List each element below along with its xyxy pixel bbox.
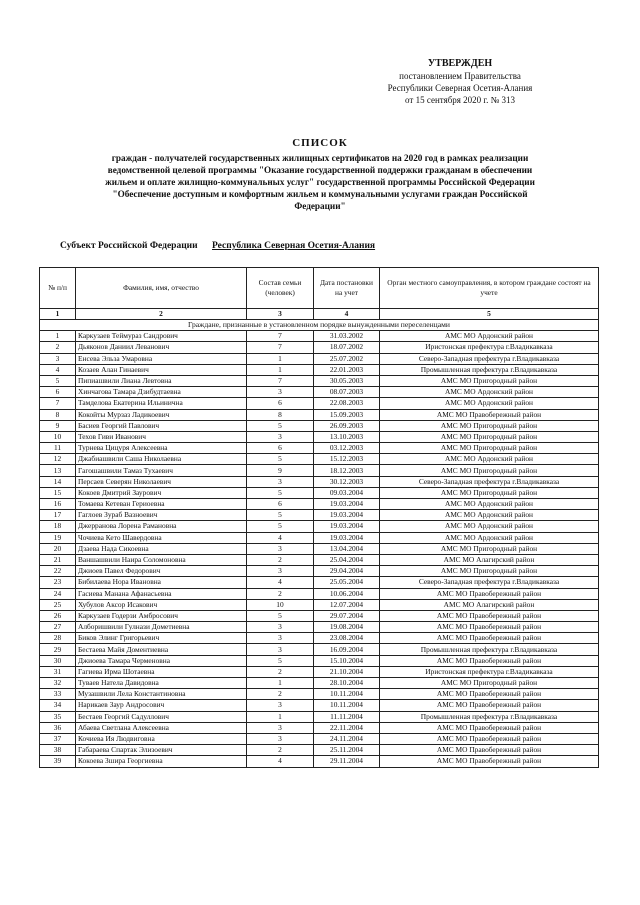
row-organization: АМС МО Алагирский район (380, 599, 599, 610)
table-row (40, 342, 599, 353)
row-family: 1 (247, 678, 314, 689)
subject-line (60, 241, 375, 251)
row-family: 7 (247, 375, 314, 386)
row-date: 19.03.2004 (314, 499, 380, 510)
row-number: 18 (40, 521, 76, 532)
row-date: 19.03.2004 (314, 532, 380, 543)
table-row (40, 622, 599, 633)
row-number: 13 (40, 465, 76, 476)
row-name: Гаглоев Зураб Вазноевич (76, 510, 247, 521)
approval-line-1: постановлением Правительства (399, 71, 521, 81)
row-family: 3 (247, 387, 314, 398)
table-row (40, 487, 599, 498)
row-number: 29 (40, 644, 76, 655)
row-date: 25.05.2004 (314, 577, 380, 588)
row-organization: Северо-Западная префектура г.Владикавказа (380, 577, 599, 588)
row-organization: АМС МО Пригородный район (380, 543, 599, 554)
row-family: 7 (247, 342, 314, 353)
row-date: 21.10.2004 (314, 666, 380, 677)
table-header-row (40, 268, 599, 309)
row-name: Музашвили Лела Константиновна (76, 689, 247, 700)
row-number: 24 (40, 588, 76, 599)
row-family: 2 (247, 666, 314, 677)
row-organization: АМС МО Правобережный район (380, 756, 599, 767)
row-family: 3 (247, 644, 314, 655)
row-number: 17 (40, 510, 76, 521)
table-row (40, 599, 599, 610)
row-organization: Промышленная префектура г.Владикавказа (380, 711, 599, 722)
table-row (40, 420, 599, 431)
row-family: 5 (247, 510, 314, 521)
table-row (40, 375, 599, 386)
row-date: 22.01.2003 (314, 364, 380, 375)
row-number: 7 (40, 398, 76, 409)
row-organization: АМС МО Ардонский район (380, 331, 599, 342)
row-number: 33 (40, 689, 76, 700)
row-family: 8 (247, 409, 314, 420)
row-family: 9 (247, 465, 314, 476)
header-family: Состав семьи (человек) (247, 268, 314, 309)
row-family: 5 (247, 610, 314, 621)
row-number: 35 (40, 711, 76, 722)
row-name: Чочиева Кето Шавердовна (76, 532, 247, 543)
row-family: 3 (247, 431, 314, 442)
row-number: 1 (40, 331, 76, 342)
row-family: 3 (247, 733, 314, 744)
table-row (40, 499, 599, 510)
row-name: Алборишвили Гулнази Дометиевна (76, 622, 247, 633)
table-row (40, 644, 599, 655)
row-name: Джиоева Тамара Черменовна (76, 655, 247, 666)
header-number: № п/п (40, 268, 76, 309)
row-date: 30.12.2003 (314, 476, 380, 487)
row-date: 15.10.2004 (314, 655, 380, 666)
row-name: Туваев Натела Давидовна (76, 678, 247, 689)
row-date: 13.04.2004 (314, 543, 380, 554)
approval-line-2: Республики Северная Осетия-Алания (387, 83, 533, 93)
row-name: Джиоев Павел Федорович (76, 566, 247, 577)
row-family: 5 (247, 454, 314, 465)
table-row (40, 745, 599, 756)
table-row (40, 689, 599, 700)
row-organization: АМС МО Правобережный район (380, 610, 599, 621)
row-name: Джабиашвили Саша Николаевна (76, 454, 247, 465)
row-name: Бестаев Георгий Садуллович (76, 711, 247, 722)
row-organization: АМС МО Ардонский район (380, 510, 599, 521)
row-name: Техов Гиви Иванович (76, 431, 247, 442)
row-name: Абаева Светлана Алексеевна (76, 722, 247, 733)
row-family: 2 (247, 554, 314, 565)
table-row (40, 454, 599, 465)
document-title: СПИСОК (292, 137, 348, 149)
row-number: 16 (40, 499, 76, 510)
row-number: 28 (40, 633, 76, 644)
row-number: 27 (40, 622, 76, 633)
row-name: Хубулов Аксор Исакович (76, 599, 247, 610)
row-organization: Северо-Западная префектура г.Владикавказа (380, 353, 599, 364)
recipients-table-body (40, 268, 599, 768)
row-date: 25.11.2004 (314, 745, 380, 756)
row-number: 15 (40, 487, 76, 498)
table-row (40, 711, 599, 722)
document-heading (40, 137, 600, 212)
row-organization: АМС МО Правобережный район (380, 622, 599, 633)
table-row (40, 521, 599, 532)
row-organization: АМС МО Правобережный район (380, 689, 599, 700)
row-date: 26.09.2003 (314, 420, 380, 431)
row-family: 3 (247, 633, 314, 644)
col-number-4: 4 (314, 309, 380, 320)
row-family: 3 (247, 622, 314, 633)
table-row (40, 554, 599, 565)
row-organization: АМС МО Алагирский район (380, 554, 599, 565)
header-name: Фамилия, имя, отчество (76, 268, 247, 309)
row-date: 15.12.2003 (314, 454, 380, 465)
row-date: 11.11.2004 (314, 711, 380, 722)
row-organization: АМС МО Пригородный район (380, 431, 599, 442)
row-date: 24.11.2004 (314, 733, 380, 744)
row-name: Дзаева Нада Сикоевна (76, 543, 247, 554)
row-date: 22.11.2004 (314, 722, 380, 733)
row-name: Персаев Северян Николаевич (76, 476, 247, 487)
row-number: 25 (40, 599, 76, 610)
row-family: 3 (247, 543, 314, 554)
section-row (40, 320, 599, 331)
row-number: 36 (40, 722, 76, 733)
row-family: 4 (247, 756, 314, 767)
row-number: 5 (40, 375, 76, 386)
row-date: 29.04.2004 (314, 566, 380, 577)
table-row (40, 431, 599, 442)
row-name: Гасиева Манана Афанасьевна (76, 588, 247, 599)
row-date: 13.10.2003 (314, 431, 380, 442)
heading-line-1: граждан - получателей государственных жилищных сертификатов на 2020 год в рамках реализации (111, 153, 529, 163)
row-organization: Северо-Западная префектура г.Владикавказа (380, 476, 599, 487)
col-number-1: 1 (40, 309, 76, 320)
row-number: 37 (40, 733, 76, 744)
row-number: 14 (40, 476, 76, 487)
row-number: 39 (40, 756, 76, 767)
table-row (40, 532, 599, 543)
column-number-row (40, 309, 599, 320)
row-name: Пипиашвили Лиана Левтовна (76, 375, 247, 386)
row-organization: Промышленная префектура г.Владикавказа (380, 644, 599, 655)
row-family: 6 (247, 499, 314, 510)
table-row (40, 666, 599, 677)
row-date: 25.07.2002 (314, 353, 380, 364)
row-date: 19.03.2004 (314, 510, 380, 521)
row-name: Гагиева Ирма Шотаевна (76, 666, 247, 677)
row-date: 10.11.2004 (314, 700, 380, 711)
row-organization: АМС МО Правобережный район (380, 588, 599, 599)
table-row (40, 331, 599, 342)
row-name: Турнева Цицуря Алексеевна (76, 443, 247, 454)
row-family: 5 (247, 487, 314, 498)
table-row (40, 722, 599, 733)
table-row (40, 678, 599, 689)
row-number: 30 (40, 655, 76, 666)
row-date: 28.10.2004 (314, 678, 380, 689)
table-row (40, 353, 599, 364)
row-organization: АМС МО Ардонский район (380, 499, 599, 510)
row-family: 7 (247, 331, 314, 342)
row-organization: АМС МО Правобережный район (380, 700, 599, 711)
row-date: 15.09.2003 (314, 409, 380, 420)
row-number: 11 (40, 443, 76, 454)
row-family: 1 (247, 364, 314, 375)
row-date: 16.09.2004 (314, 644, 380, 655)
row-date: 29.11.2004 (314, 756, 380, 767)
row-name: Каркузаев Годерзи Амбросович (76, 610, 247, 621)
row-number: 4 (40, 364, 76, 375)
recipients-table (39, 267, 599, 768)
table-row (40, 577, 599, 588)
table-row (40, 610, 599, 621)
subject-label: Субъект Российской Федерации (60, 241, 198, 251)
row-organization: АМС МО Пригородный район (380, 487, 599, 498)
row-organization: АМС МО Ардонский район (380, 387, 599, 398)
row-name: Габараева Спартак Элизоевич (76, 745, 247, 756)
row-organization: АМС МО Правобережный район (380, 722, 599, 733)
row-number: 6 (40, 387, 76, 398)
row-name: Дьяконов Даниил Леванович (76, 342, 247, 353)
row-date: 25.04.2004 (314, 554, 380, 565)
heading-line-2: ведомственной целевой программы "Оказание государственной поддержки гражданам в обеспечении (107, 165, 533, 175)
header-date: Дата постановки на учет (314, 268, 380, 309)
table-row (40, 733, 599, 744)
row-number: 26 (40, 610, 76, 621)
table-row (40, 409, 599, 420)
row-organization: Иристонская префектура г.Владикавказа (380, 666, 599, 677)
row-date: 19.08.2004 (314, 622, 380, 633)
row-date: 23.08.2004 (314, 633, 380, 644)
row-family: 3 (247, 476, 314, 487)
row-family: 4 (247, 532, 314, 543)
row-number: 38 (40, 745, 76, 756)
row-organization: АМС МО Правобережный район (380, 745, 599, 756)
row-date: 10.06.2004 (314, 588, 380, 599)
row-family: 5 (247, 521, 314, 532)
row-name: Енсева Эльза Умаровна (76, 353, 247, 364)
row-number: 22 (40, 566, 76, 577)
heading-line-4: "Обеспечение доступным и комфортным жильем и коммунальными услугами граждан Российской (112, 189, 528, 199)
row-date: 18.12.2003 (314, 465, 380, 476)
table-row (40, 700, 599, 711)
row-organization: АМС МО Пригородный район (380, 566, 599, 577)
row-name: Каркузаев Теймураз Сандрович (76, 331, 247, 342)
row-number: 31 (40, 666, 76, 677)
row-name: Кокойты Мурзаз Ладикоевич (76, 409, 247, 420)
row-name: Томаева Кетеван Гериоевна (76, 499, 247, 510)
row-date: 03.12.2003 (314, 443, 380, 454)
row-organization: АМС МО Правобережный район (380, 633, 599, 644)
row-name: Басиев Георгий Павлович (76, 420, 247, 431)
row-date: 18.07.2002 (314, 342, 380, 353)
table-row (40, 655, 599, 666)
table-row (40, 465, 599, 476)
approval-title: УТВЕРЖДЕН (427, 58, 493, 69)
row-number: 32 (40, 678, 76, 689)
row-family: 4 (247, 577, 314, 588)
header-organization: Орган местного самоуправления, в котором граждане состоят на учете (380, 268, 599, 309)
row-date: 08.07.2003 (314, 387, 380, 398)
row-organization: АМС МО Правобережный район (380, 409, 599, 420)
row-name: Хинчагова Тамара Дзибудтаевна (76, 387, 247, 398)
row-name: Кочиева Ия Людвиговна (76, 733, 247, 744)
section-title: Граждане, признанные в установленном порядке вынужденными переселенцами (40, 320, 599, 331)
row-name: Кокоева Зшира Георгиевна (76, 756, 247, 767)
col-number-3: 3 (247, 309, 314, 320)
table-row (40, 476, 599, 487)
row-number: 19 (40, 532, 76, 543)
table-row (40, 510, 599, 521)
row-family: 6 (247, 443, 314, 454)
row-name: Джерранова Лорена Рамановна (76, 521, 247, 532)
table-row (40, 364, 599, 375)
row-name: Ваншашвили Наира Соломоновна (76, 554, 247, 565)
table-row (40, 756, 599, 767)
row-organization: Иристонская префектура г.Владикавказа (380, 342, 599, 353)
row-organization: АМС МО Правобережный район (380, 733, 599, 744)
table-row (40, 398, 599, 409)
row-organization: АМС МО Пригородный район (380, 420, 599, 431)
row-number: 34 (40, 700, 76, 711)
subject-value: Республика Северная Осетия-Алания (212, 241, 376, 251)
row-family: 1 (247, 711, 314, 722)
row-number: 2 (40, 342, 76, 353)
row-number: 8 (40, 409, 76, 420)
approval-line-3: от 15 сентября 2020 г. № 313 (405, 95, 515, 105)
row-date: 09.03.2004 (314, 487, 380, 498)
row-family: 5 (247, 655, 314, 666)
row-date: 31.03.2002 (314, 331, 380, 342)
row-number: 3 (40, 353, 76, 364)
row-date: 10.11.2004 (314, 689, 380, 700)
table-row (40, 543, 599, 554)
table-row (40, 387, 599, 398)
row-number: 23 (40, 577, 76, 588)
table-row (40, 566, 599, 577)
row-organization: АМС МО Ардонский район (380, 398, 599, 409)
row-organization: АМС МО Ардонский район (380, 532, 599, 543)
row-number: 10 (40, 431, 76, 442)
row-date: 12.07.2004 (314, 599, 380, 610)
row-organization: Промышленная префектура г.Владикавказа (380, 364, 599, 375)
row-name: Биков Элинг Григорьевич (76, 633, 247, 644)
col-number-2: 2 (76, 309, 247, 320)
row-number: 21 (40, 554, 76, 565)
row-name: Нарикаев Заур Андросович (76, 700, 247, 711)
row-name: Гагошашвили Тамаз Тухаевич (76, 465, 247, 476)
row-family: 2 (247, 745, 314, 756)
row-number: 9 (40, 420, 76, 431)
row-family: 1 (247, 353, 314, 364)
row-family: 6 (247, 398, 314, 409)
row-name: Кокоев Дмитрий Заурович (76, 487, 247, 498)
heading-line-3: жильем и оплате жилищно-коммунальных услуг" государственной программы Российской Федерации (105, 177, 535, 187)
row-name: Тамделова Екатерина Ильинична (76, 398, 247, 409)
row-organization: АМС МО Пригородный район (380, 465, 599, 476)
row-family: 2 (247, 689, 314, 700)
row-organization: АМС МО Ардонский район (380, 521, 599, 532)
row-number: 20 (40, 543, 76, 554)
row-family: 10 (247, 599, 314, 610)
table-row (40, 633, 599, 644)
row-date: 30.05.2003 (314, 375, 380, 386)
row-organization: АМС МО Пригородный район (380, 443, 599, 454)
row-date: 22.08.2003 (314, 398, 380, 409)
row-family: 3 (247, 700, 314, 711)
row-family: 3 (247, 566, 314, 577)
row-name: Козаев Алан Гинаевич (76, 364, 247, 375)
row-family: 5 (247, 420, 314, 431)
row-family: 3 (247, 722, 314, 733)
row-family: 2 (247, 588, 314, 599)
row-organization: АМС МО Правобережный район (380, 655, 599, 666)
row-date: 29.07.2004 (314, 610, 380, 621)
row-organization: АМС МО Пригородный район (380, 678, 599, 689)
table-row (40, 443, 599, 454)
row-organization: АМС МО Ардонский район (380, 454, 599, 465)
approval-stamp (360, 58, 560, 106)
row-organization: АМС МО Пригородный район (380, 375, 599, 386)
col-number-5: 5 (380, 309, 599, 320)
row-name: Бибилаева Нора Ивановна (76, 577, 247, 588)
table-row (40, 588, 599, 599)
row-name: Бестаева Майя Доментиевна (76, 644, 247, 655)
row-date: 19.03.2004 (314, 521, 380, 532)
row-number: 12 (40, 454, 76, 465)
heading-line-5: Федерации" (294, 201, 346, 211)
